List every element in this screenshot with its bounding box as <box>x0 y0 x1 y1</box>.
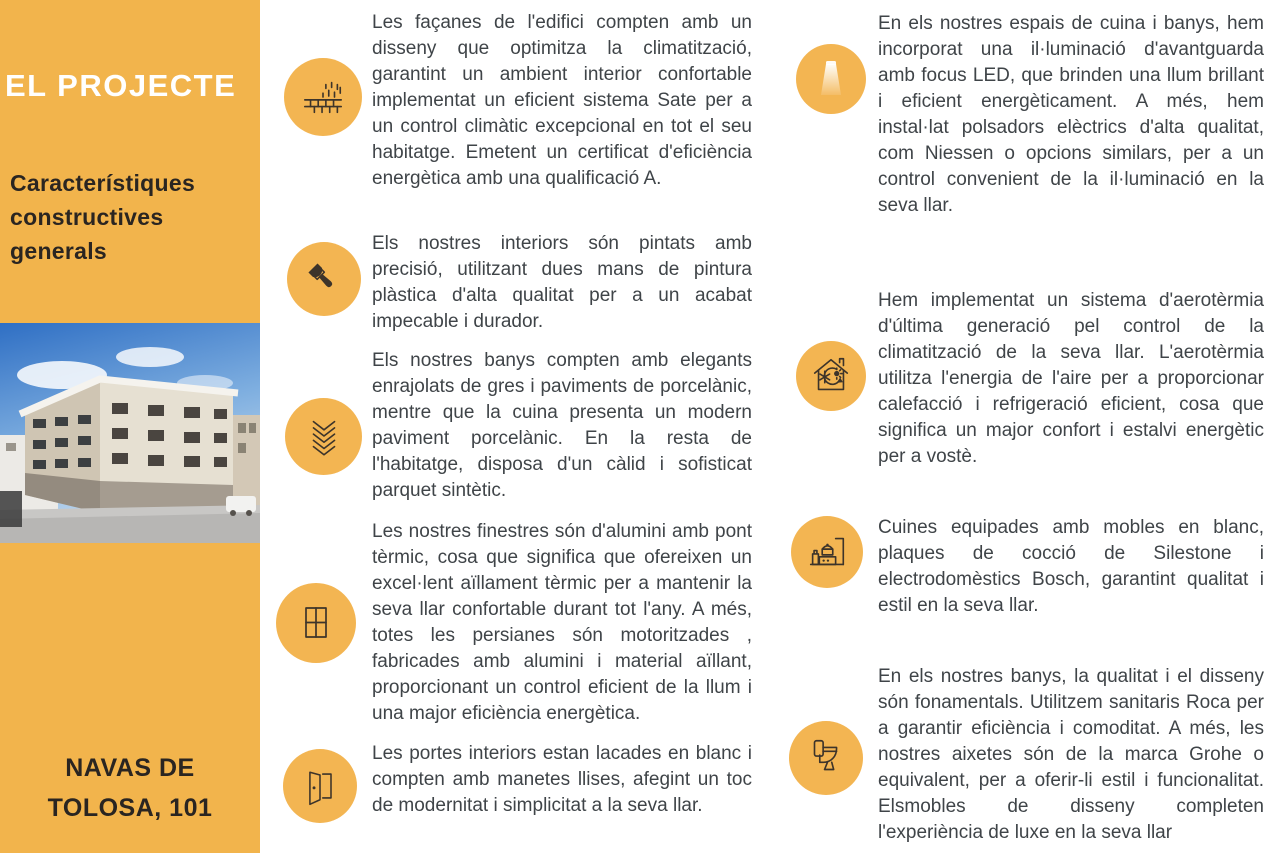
page-title: EL PROJECTE <box>5 68 237 103</box>
paragraph-aerothermal: Hem implementat un sistema d'aerotèrmia d'última generació pel control de la climatització de la seva llar. L'aerotèrmia utilitza l'energia de l'aire per a proporcionar calefacció i refrigeració eficient, cosa que significa un major confort i estalvi energètic per a vostè. <box>878 290 1264 467</box>
paintbrush-icon <box>302 257 346 301</box>
door-icon <box>298 764 342 808</box>
paragraph-doors: Les portes interiors estan lacades en blanc i compten amb manetes llises, afegint un toc de modernitat i simplicitat a la seva llar. <box>372 743 752 816</box>
icon-circle <box>789 721 863 795</box>
icon-circle <box>284 58 362 136</box>
window-icon <box>292 599 340 647</box>
paragraph-lighting: En els nostres espais de cuina i banys, hem incorporat una il·luminació d'avantguarda amb focus LED, que brinden una llum brillant i eficient energèticament. A més, hem instal·lat polsadors elèctrics d'alta qualitat, com Niessen o opcions similars, per a un control convenient de la il·luminació en la seva llar. <box>878 13 1264 216</box>
aerothermal-house-icon <box>808 353 854 399</box>
paragraph-facades: Les façanes de l'edifici compten amb un disseny que optimitza la climatització, garantint un ambient interior confortable implementat un eficient sistema Sate per a un control climàtic excepcional en tot el seu habitatge. Emetent un certificat d'eficiència energètica amb una qualificació A. <box>372 12 752 189</box>
icon-circle <box>283 749 357 823</box>
led-light-icon <box>807 55 855 103</box>
icon-circle <box>276 583 356 663</box>
address-title: NAVAS DE TOLOSA, 101 <box>47 754 213 822</box>
icon-circle <box>287 242 361 316</box>
kitchen-stove-icon <box>804 529 850 575</box>
page-subtitle: Característiques constructives generals <box>10 170 196 264</box>
paragraph-painting: Els nostres interiors són pintats amb precisió, utilitzant dues mans de pintura plàstica d'alta qualitat per a un acabat impecable i durador. <box>372 233 752 332</box>
icon-circle <box>796 44 866 114</box>
icon-circle <box>791 516 863 588</box>
icon-circle <box>796 341 866 411</box>
parquet-herringbone-icon <box>301 414 347 460</box>
icon-circle <box>285 398 362 475</box>
building-render-image <box>0 323 260 543</box>
toilet-icon <box>803 735 849 781</box>
paragraph-kitchen: Cuines equipades amb mobles en blanc, plaques de cocció de Silestone i electrodomèstics Bosch, garantint qualitat i estil en la seva llar. <box>878 517 1264 616</box>
paragraph-windows: Les nostres finestres són d'alumini amb pont tèrmic, cosa que significa que ofereixen un excel·lent aïllament tèrmic per a mantenir la seva llar confortable durant tot l'any. A més, totes les persianes són motoritzades , fabricades amb alumini i material aïllant, proporcionant un control eficient de la llum i una major eficiència energètica. <box>372 521 752 724</box>
sidebar <box>0 0 260 853</box>
paragraph-flooring: Els nostres banys compten amb elegants enrajolats de gres i paviments de porcelànic, mentre que la cuina presenta un modern paviment porcelànic. En la resta de l'habitatge, disposa d'un càlid i sofisticat parquet sintètic. <box>372 350 752 501</box>
brick-wall-icon <box>300 74 346 120</box>
paragraph-bathrooms: En els nostres banys, la qualitat i el disseny són fonamentals. Utilitzem sanitaris Roca per a garantir eficiència i comoditat. A més, les nostres aixetes són de la marca Grohe o equivalent, per a oferir-li estil i funcionalitat. Elsmobles de disseny completen l'experiència de luxe en la seva llar <box>878 666 1264 843</box>
